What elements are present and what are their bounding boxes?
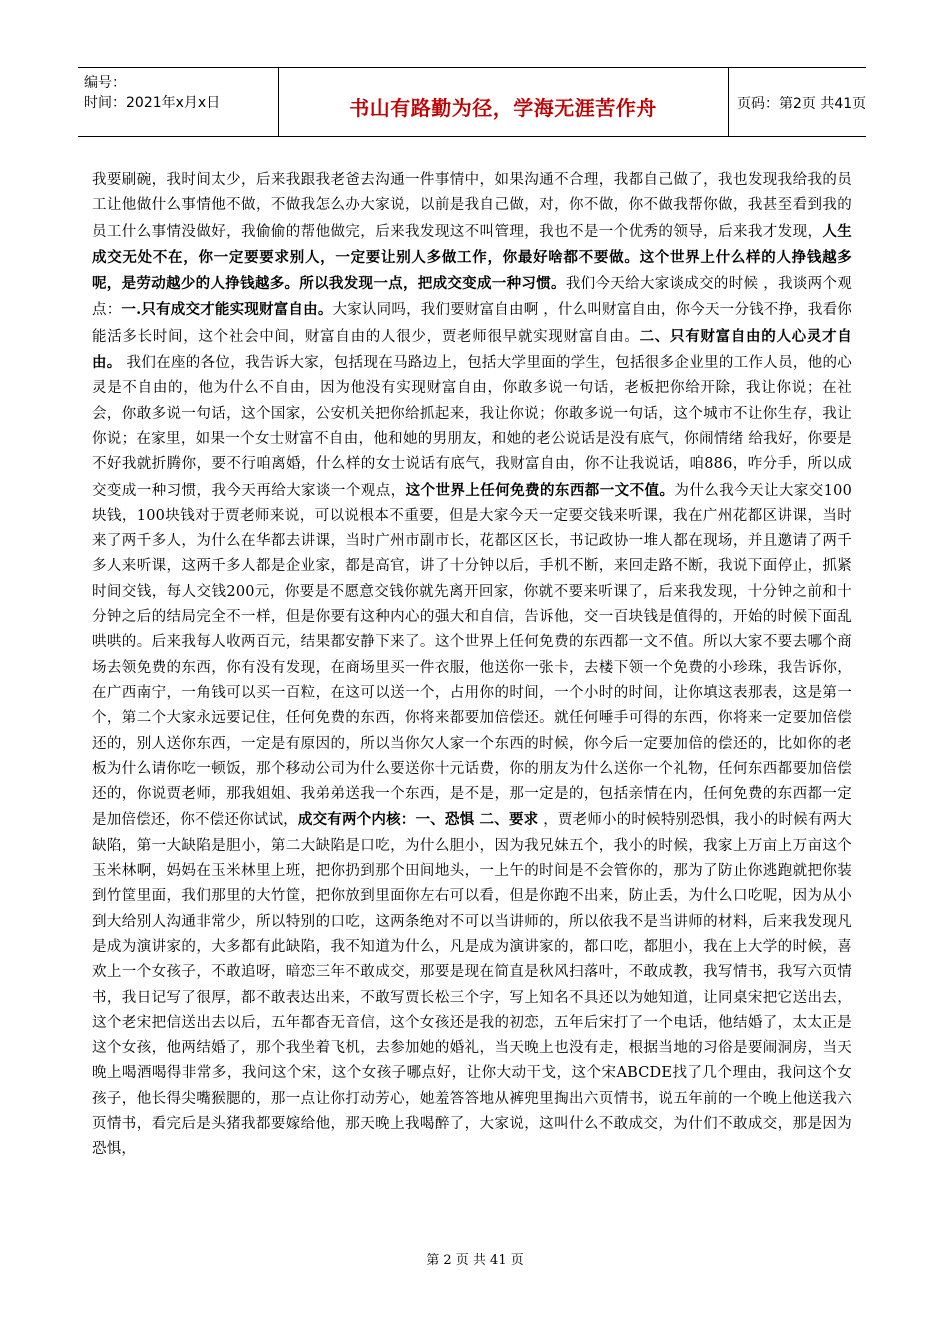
body-text-run: 我要刷碗，我时间太少，后来我跟我老爸去沟通一件事情中，如果沟通不合理，我都自己做了，我也发现我给我的员工让他做什么事情他不做，不做我怎么办大家说，以前是我自己做，对，你不做，你不做我帮你做，我甚至看到我的员工什么事情没做好，我偷偷的帮他做完，后来我发现这不叫管理，我也不是一个优秀的领导，后来我才发现， bbox=[92, 172, 852, 240]
document-header bbox=[78, 67, 866, 137]
body-bold-run: 这个世界上任何免费的东西都一文不值。 bbox=[405, 481, 675, 499]
header-meta-cell bbox=[78, 68, 279, 136]
page-code: 页码：第2页 共41页 bbox=[737, 96, 867, 112]
body-text-run: ，贾老师小的时候特别恐惧，我小的时候有两大缺陷，第一大缺陷是胆小，第二大缺陷是口吃，为什么胆小，因为我兄妹五个，我小的时候，我家上万亩上万亩这个玉米林啊，妈妈在玉米林里上班，把你扔到那个田间地头，一上午的时间是不会管你的，那为了防止你逃跑就把你装到竹筐里面，我们那里的大竹筐，把你放到里面你左右可以看，但是你跑不出来，防止丢，为什么口吃呢，因为从小到大给别人沟通非常少，所以特别的口吃，这两条绝对不可以当讲师的，所以依我不是当讲师的材料，后来我发现凡是成为演讲家的，大多都有此缺陷，我不知道为什么，凡是成为演讲家的，都口吃，都胆小，我在上大学的时候，喜欢上一个女孩子，不敢追呀，暗恋三年不敢成交，那要是现在简直是秋风扫落叶，不敢成教，我写情书，我写六页情书，我日记写了很厚，都不敢表达出来，不敢写贾长松三个字，写上知名不具还以为她知道，让同桌宋把它送出去，这个老宋把信送出去以后，五年都杳无音信，这个女孩还是我的初恋，五年后宋打了一个电话，他结婚了，太太正是这个女孩，他两结婚了，那个我坐着飞机，去参加她的婚礼，当天晚上也没有走，根据当地的习俗是要闹洞房，当天晚上喝酒喝得非常多，我问这个宋，这个女孩子哪点好，让你大动干戈，这个宋ABCDE找了几个理由，我问这个女孩子，他长得尖嘴猴腮的，那一点让你打动芳心，她羞答答地从裤兜里掏出六页情书，说五年前的一个晚上他送我六页情书，看完后是头猪我都要嫁给他，那天晚上我喝醉了，大家说，这叫什么不敢成交，为什们不敢成交，那是因为恐惧， bbox=[92, 812, 852, 1158]
header-motto: 书山有路勤为径，学海无涯苦作舟 bbox=[349, 96, 657, 120]
body-text-run: 我们在座的各位，我告诉大家，包括现在马路边上，包括大学里面的学生，包括很多企业里的工作人员，他的心灵是不自由的，他为什么不自由，因为他没有实现财富自由，你敢多说一句话，老板把你给开除，我让你说；在社会，你敢多说一句话，这个国家，公安机关把你给抓起来，我让你说；你敢多说一句话，这个城市不让你生存，我让你说；在家里，如果一个女士财富不自由，他和她的男朋友，和她的老公说话是没有底气，你闹情绪 给我好，你要是不好我就折腾你，要不行咱离婚，什么样的女士说话有底气，我财富自由，你不让我说话，咱886，咋分手，所以成交变成一种习惯，我今天再给大家谈一个观点， bbox=[92, 355, 852, 499]
page-footer: 第 2 页 共 41 页 bbox=[426, 1253, 524, 1268]
body-bold-run: 二、只有财富自由的人心灵才自由。 bbox=[92, 327, 852, 372]
body-bold-run: 一.只有成交才能实现财富自由。 bbox=[121, 301, 333, 319]
number-label: 编号： bbox=[84, 75, 126, 91]
main-body-text bbox=[92, 168, 852, 1163]
body-bold-run: 成交有两个内核：一、恐惧 二、要求 bbox=[297, 811, 539, 829]
body-text-run: 大家认同吗，我们要财富自由啊 ，什么叫财富自由，你今天一分钱不挣，我看你能活多长时间，这个社会中间，财富自由的人很少，贾老师很早就实现财富自由。 bbox=[92, 302, 853, 345]
body-text-run: 我们今天给大家谈成交的时候 ，我谈两个观点： bbox=[92, 276, 852, 319]
header-motto-cell bbox=[278, 68, 729, 136]
header-page-cell bbox=[729, 68, 866, 136]
time-label: 时间：2021年x月x日 bbox=[84, 95, 221, 111]
body-text-run: 为什么我今天让大家交100块钱，100块钱对于贾老师来说，可以说根本不重要，但是大家今天一定要交钱来听课，我在广州花都区讲课，当时来了两千多人，为什么在华都去讲课，当时广州市副市长，花都区区长，书记政协一堆人都在现场，并且邀请了两千多人来听课，这两千多人都是企业家，都是高官，讲了十分钟以后，手机不断，来回走路不断，我说下面停止，抓紧时间交钱，每人交钱200元，你要是不愿意交钱你就先离开回家，你就不要来听课了，后来我发现，十分钟之前和十分钟之后的结局完全不一样，但是你要有这种内心的强大和自信，告诉他，交一百块钱是值得的，开始的时候下面乱哄哄的。后来我每人收两百元，结果都安静下来了。这个世界上任何免费的东西都一文不值。所以大家不要去哪个商场去领免费的东西，你有没有发现，在商场里买一件衣服，他送你一张卡，去楼下领一个免费的小珍珠，我告诉你，在广西南宁，一角钱可以买一百粒，在这可以送一个，占用你的时间，一个小时的时间，让你填这表那表，这是第一个，第二个大家永远要记住，任何免费的东西，你将来都要加倍偿还。就任何唾手可得的东西，你将来一定要加倍偿还的，别人送你东西，一定是有原因的，所以当你欠人家一个东西的时候，你今后一定要加倍的偿还的，比如你的老板为什么请你吃一顿饭，那个移动公司为什么要送你十元话费，你的朋友为什么送你一个礼物，任何东西都要加倍偿还的，你说贾老师，那我姐姐、我弟弟送我一个东西，是不是，那一定是的，包括亲情在内，任何免费的东西都一定是加倍偿还，你不偿还你试试， bbox=[92, 482, 852, 829]
body-bold-run: 人生成交无处不在，你一定要要求别人，一定要让别人多做工作，你最好啥都不要做。这个世界上什么样的人挣钱越多呢，是劳动越少的人挣钱越多。所以我发现一点，把成交变成一种习惯。 bbox=[92, 222, 852, 293]
